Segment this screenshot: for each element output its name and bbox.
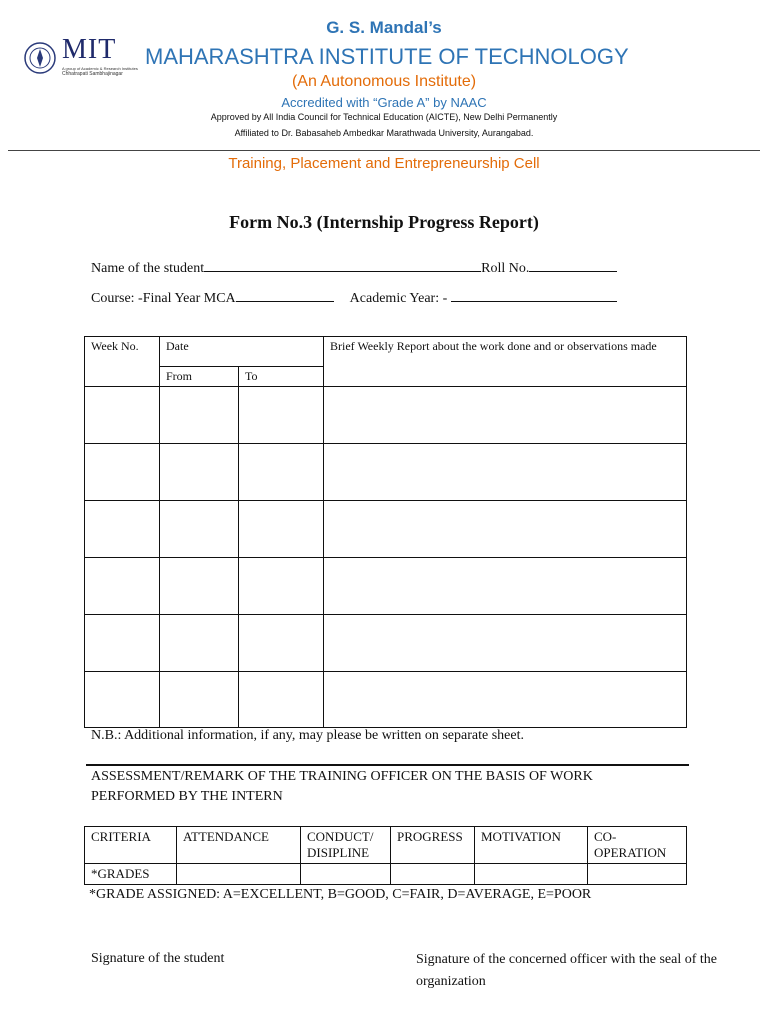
report-cell[interactable] [324, 444, 687, 501]
roll-field[interactable] [529, 257, 617, 272]
progress-grade[interactable] [391, 864, 475, 885]
logo-text: MIT [62, 34, 117, 65]
progress-header: PROGRESS [391, 827, 475, 864]
report-cell[interactable] [324, 672, 687, 728]
accreditation: Accredited with “Grade A” by NAAC [281, 95, 487, 110]
assessment-heading-1: ASSESSMENT/REMARK OF THE TRAINING OFFICER ON THE BASIS OF WORK [91, 769, 593, 784]
header-divider [8, 150, 760, 151]
to-header: To [239, 367, 324, 387]
motivation-grade[interactable] [475, 864, 588, 885]
table-row [85, 558, 687, 615]
from-cell[interactable] [160, 387, 239, 444]
form-title: Form No.3 (Internship Progress Report) [229, 212, 539, 232]
year-label: Academic Year: - [349, 291, 448, 306]
cooperation-header: CO-OPERATION [588, 827, 687, 864]
week-cell[interactable] [85, 444, 160, 501]
week-cell[interactable] [85, 387, 160, 444]
name-field[interactable] [204, 257, 481, 272]
approval-line: Approved by All India Council for Technical Education (AICTE), New Delhi Permanently [210, 112, 558, 122]
report-cell[interactable] [324, 558, 687, 615]
criteria-table [84, 826, 687, 885]
cooperation-grade[interactable] [588, 864, 687, 885]
report-cell[interactable] [324, 387, 687, 444]
conduct-header: CONDUCT/ DISIPLINE [301, 827, 391, 864]
criteria-header: CRITERIA [85, 827, 177, 864]
from-cell[interactable] [160, 672, 239, 728]
date-header: Date [160, 337, 324, 367]
week-cell[interactable] [85, 558, 160, 615]
course-year-line [91, 287, 617, 307]
from-header: From [160, 367, 239, 387]
emblem-icon [22, 40, 58, 76]
name-roll-line [91, 257, 617, 277]
cell-name: Training, Placement and Entrepreneurship Cell [228, 155, 540, 172]
report-cell[interactable] [324, 615, 687, 672]
from-cell[interactable] [160, 501, 239, 558]
to-cell[interactable] [239, 501, 324, 558]
grade-key: *GRADE ASSIGNED: A=EXCELLENT, B=GOOD, C=FAIR, D=AVERAGE, E=POOR [89, 887, 592, 902]
motivation-header: MOTIVATION [475, 827, 588, 864]
week-header: Week No. [85, 337, 160, 387]
to-cell[interactable] [239, 444, 324, 501]
student-signature-label: Signature of the student [91, 951, 225, 966]
week-cell[interactable] [85, 672, 160, 728]
to-cell[interactable] [239, 672, 324, 728]
table-row [85, 672, 687, 728]
officer-signature-label: Signature of the concerned officer with the seal of the organization [416, 952, 718, 989]
conduct-grade[interactable] [301, 864, 391, 885]
autonomous-label: (An Autonomous Institute) [291, 73, 477, 90]
course-label: Course: -Final Year MCA [91, 291, 236, 306]
weekly-report-table [84, 336, 687, 728]
to-cell[interactable] [239, 615, 324, 672]
section-divider [86, 764, 689, 766]
to-cell[interactable] [239, 387, 324, 444]
table-row [85, 501, 687, 558]
week-cell[interactable] [85, 501, 160, 558]
institute-name: MAHARASHTRA INSTITUTE OF TECHNOLOGY [145, 44, 629, 69]
course-field[interactable] [236, 287, 334, 302]
assessment-heading-2: PERFORMED BY THE INTERN [91, 789, 283, 804]
grades-label: *GRADES [85, 864, 177, 885]
logo-subtext-1: A group of Academic & Research Institutes [62, 66, 138, 71]
to-cell[interactable] [239, 558, 324, 615]
attendance-grade[interactable] [177, 864, 301, 885]
society-name: G. S. Mandal’s [326, 18, 442, 37]
table-row [85, 615, 687, 672]
report-header: Brief Weekly Report about the work done and or observations made [324, 337, 687, 387]
affiliation-line: Affiliated to Dr. Babasaheb Ambedkar Marathwada University, Aurangabad. [234, 128, 534, 138]
additional-info-note: N.B.: Additional information, if any, may please be written on separate sheet. [91, 728, 524, 743]
roll-label: Roll No. [481, 261, 530, 276]
name-label: Name of the student [91, 261, 205, 276]
logo-subtext-2: Chhatrapati Sambhajinagar [62, 71, 123, 77]
week-cell[interactable] [85, 615, 160, 672]
year-field[interactable] [451, 287, 617, 302]
institute-logo [22, 34, 138, 78]
table-row [85, 387, 687, 444]
report-cell[interactable] [324, 501, 687, 558]
from-cell[interactable] [160, 444, 239, 501]
table-row [85, 444, 687, 501]
from-cell[interactable] [160, 615, 239, 672]
from-cell[interactable] [160, 558, 239, 615]
attendance-header: ATTENDANCE [177, 827, 301, 864]
